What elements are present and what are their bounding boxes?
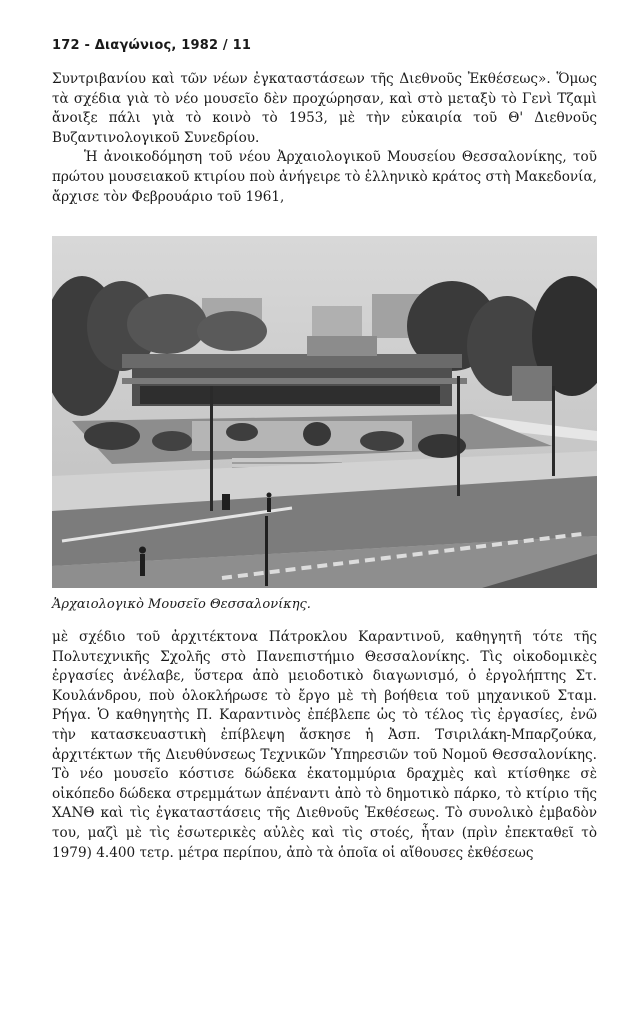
paragraph-top — [52, 70, 597, 207]
paragraph-new: Ἡ ἀνοικοδόμηση τοῦ νέου Ἀρχαιολογικοῦ Μουσείου Θεσσαλονίκης, τοῦ πρώτου μουσειακοῦ κτιρίου ποὺ ἀνήγειρε τὸ ἑλληνικὸ κράτος στὴ Μακεδονία, ἄρχισε τὸν Φεβρουάριο τοῦ 1961, — [52, 149, 597, 205]
museum-photo-drawing — [52, 236, 597, 588]
running-head: 172 - Διαγώνιος, 1982 / 11 — [52, 38, 252, 53]
photo-caption: Ἀρχαιολογικὸ Μουσεῖο Θεσσαλονίκης. — [52, 597, 311, 612]
paragraph-continuation: Συντριβανίου καὶ τῶν νέων ἐγκαταστάσεων τῆς Διεθνοῦς Ἐκθέσεως». Ὅμως τὰ σχέδια γιὰ τὸ νέο μουσεῖο δὲν προχώρησαν, καὶ στὸ μεταξὺ τὸ Γενὶ Τζαμὶ ἄνοιξε πάλι γιὰ τὸ κοινὸ τὸ 1953, μὲ τὴν εὐκαιρία τοῦ Θ' Διεθνοῦς Βυζαντινολογικοῦ Συνεδρίου. — [52, 71, 597, 146]
museum-photo — [52, 236, 597, 588]
paragraph-bottom: μὲ σχέδιο τοῦ ἀρχιτέκτονα Πάτροκλου Καραντινοῦ, καθηγητῆ τότε τῆς Πολυτεχνικῆς Σχολῆς στὸ Πανεπιστήμιο Θεσσαλονίκης. Τὶς οἰκοδομικὲς ἐργασίες ἀνέλαβε, ὕστερα ἀπὸ μειοδοτικὸ διαγωνισμό, ὁ ἐργολήπτης Στ. Κουλάνδρου, ποὺ ὁλοκλήρωσε τὸ ἔργο μὲ τὴ βοήθεια τοῦ μηχανικοῦ Σταμ. Ρήγα. Ὁ καθηγητὴς Π. Καραντινὸς ἐπέβλεπε ὡς τὸ τέλος τὶς ἐργασίες, ἐνῶ τὴν κατασκευαστικὴ ἐπίβλεψη ἄσκησε ἡ Ἀσπ. Τσιριλάκη-Μπαρζούκα, ἀρχιτέκτων τῆς Διευθύνσεως Τεχνικῶν Ὑπηρεσιῶν τοῦ Νομοῦ Θεσσαλονίκης. Τὸ νέο μουσεῖο κόστισε δώδεκα ἑκατομμύρια δραχμὲς καὶ κτίσθηκε σὲ οἰκόπεδο δώδεκα στρεμμάτων ἀπέναντι ἀπὸ τὸ δημοτικὸ πάρκο, τὸ κτίριο τῆς ΧΑΝΘ καὶ τὶς ἐγκαταστάσεις τῆς Διεθνοῦς Ἐκθέσεως. Τὸ συνολικὸ ἐμβαδὸν του, μαζὶ μὲ τὶς ἐσωτερικὲς αὐλὲς καὶ τὶς στοές, ἦταν (πρὶν ἐπεκταθεῖ τὸ 1979) 4.400 τετρ. μέτρα περίπου, ἀπὸ τὰ ὁποῖα οἱ αἴθουσες ἐκθέσεως — [52, 629, 597, 861]
